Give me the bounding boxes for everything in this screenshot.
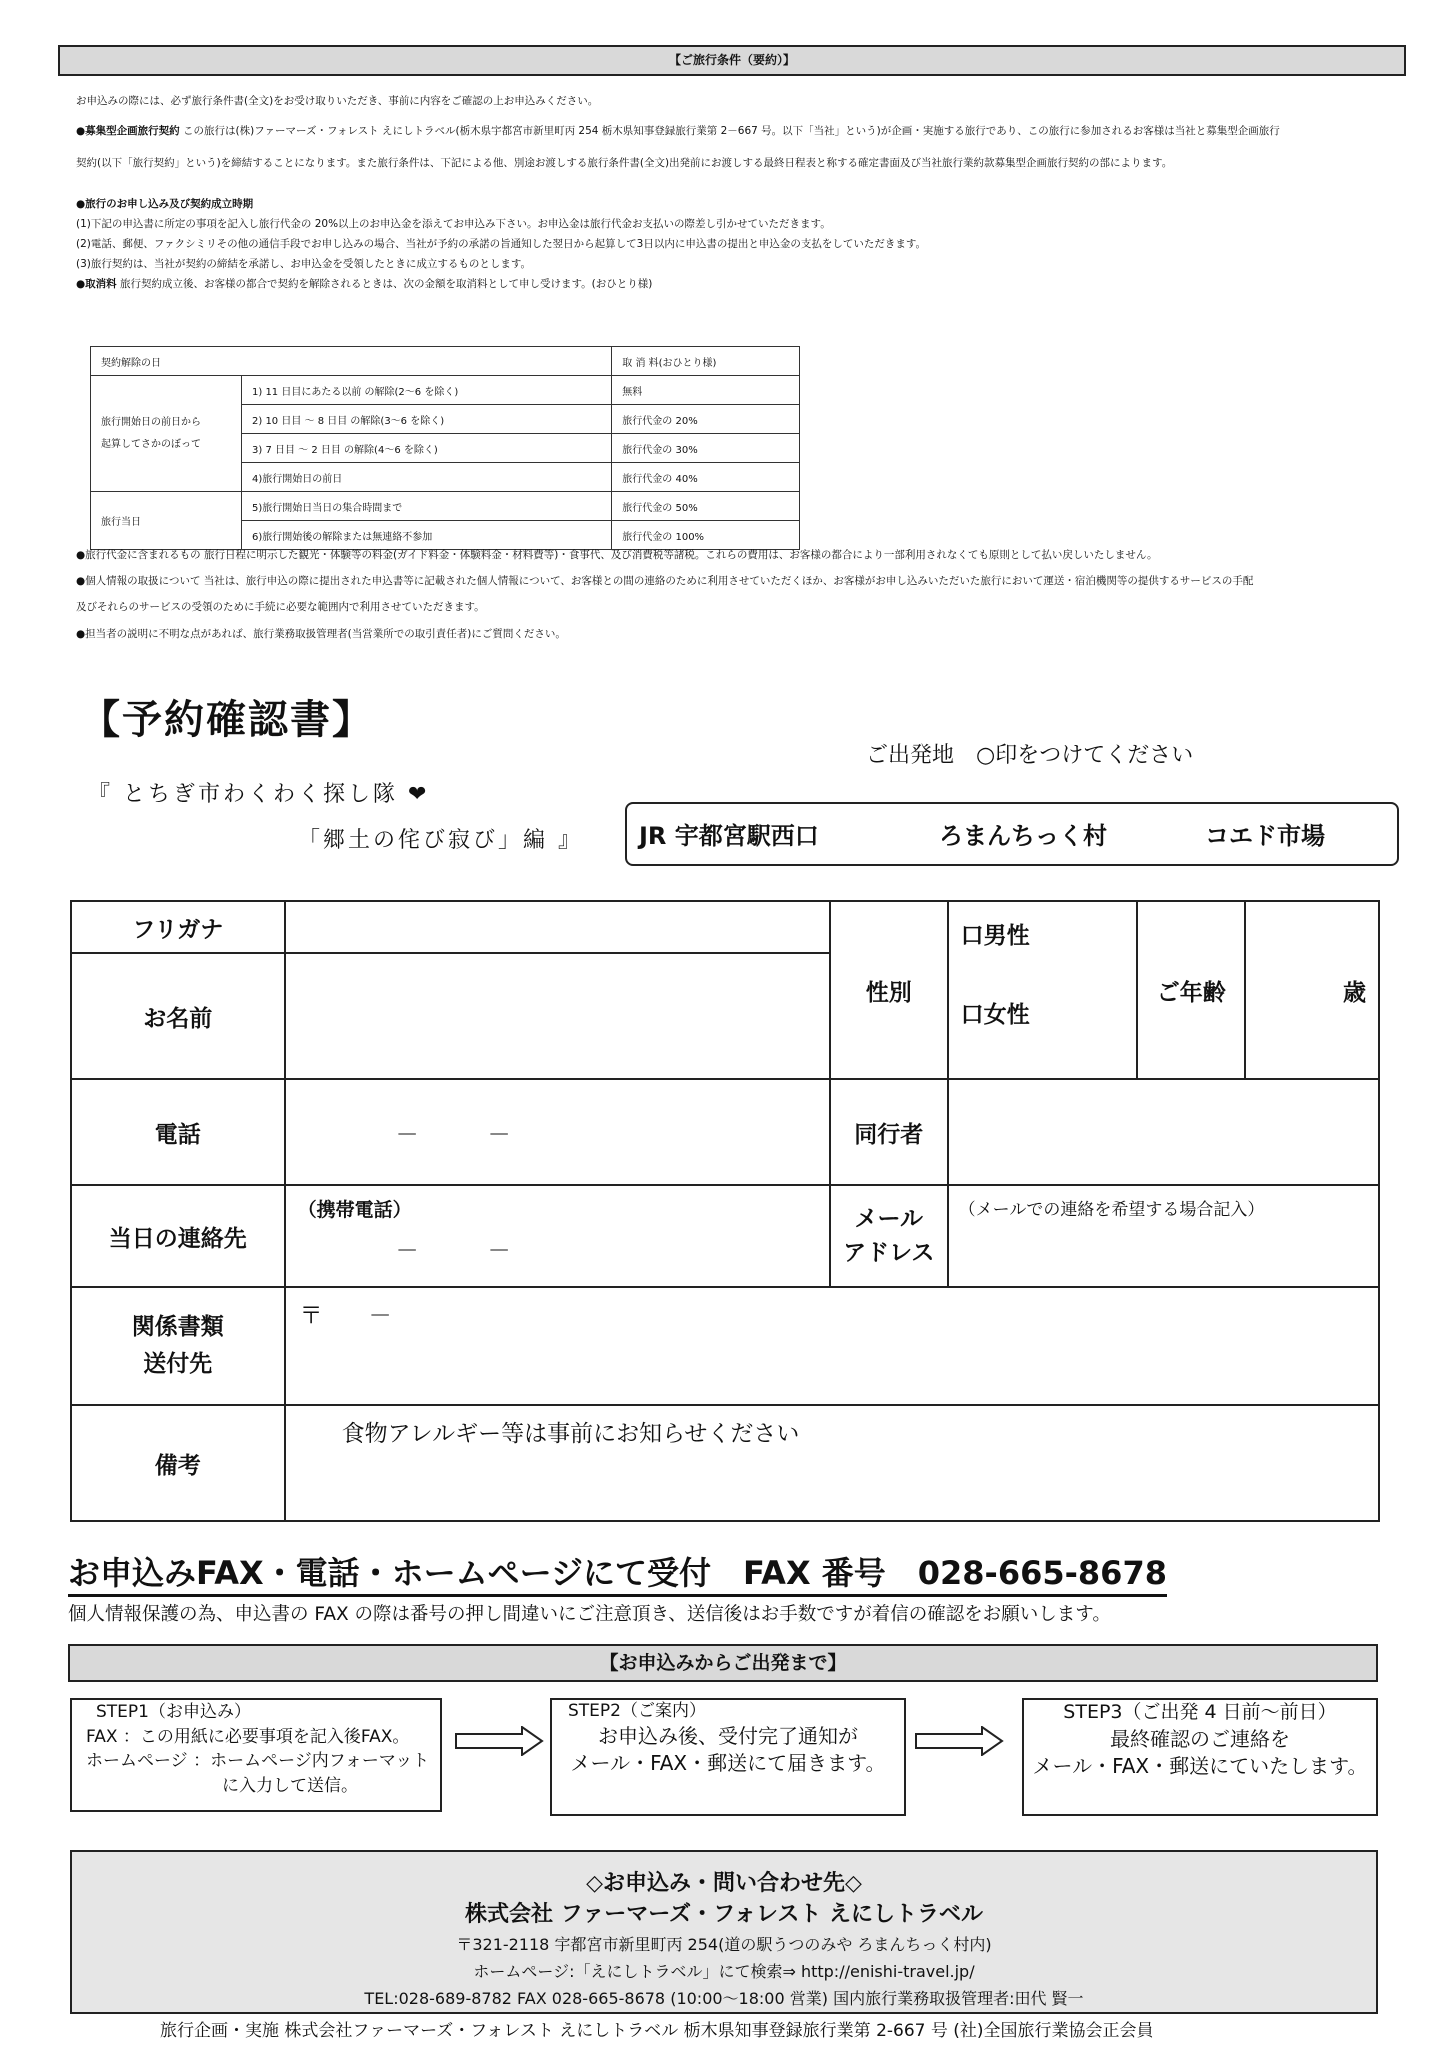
cancel-group-day: 旅行当日 bbox=[91, 492, 242, 550]
step2-title: STEP2（ご案内） bbox=[568, 1701, 706, 1721]
mail-field[interactable] bbox=[948, 1185, 1379, 1287]
application-form bbox=[70, 900, 1380, 1522]
mobile-dashes: － － bbox=[395, 1238, 511, 1264]
phone-field[interactable] bbox=[285, 1079, 830, 1185]
contact-title: ◇お申込み・問い合わせ先◇ bbox=[586, 1871, 862, 1896]
arrow-right-icon bbox=[914, 1726, 1004, 1756]
cancel-fee: 旅行代金の 100% bbox=[612, 521, 800, 550]
conditions-title-band bbox=[58, 45, 1406, 76]
privacy-line2: 及びそれらのサービスの受領のために手続に必要な範囲内で利用させていただきます。 bbox=[76, 601, 485, 614]
step1-line3: に入力して送信。 bbox=[222, 1775, 358, 1796]
step2-line2: メール・FAX・郵送にて届きます。 bbox=[570, 1750, 886, 1775]
contact-row bbox=[71, 1185, 1379, 1287]
tour-title-line2: 「郷土の侘び寂び」編 』 bbox=[298, 828, 583, 853]
age-label: ご年齢 bbox=[1137, 901, 1245, 1079]
cancel-cond: 5)旅行開始日当日の集合時間まで bbox=[242, 492, 612, 521]
steps-title-band bbox=[68, 1644, 1378, 1682]
cancel-group-before bbox=[91, 376, 242, 492]
apply-3: (3)旅行契約は、当社が契約の締結を承諾し、お申込金を受領したときに成立するものとします。 bbox=[76, 258, 532, 271]
step1-line1: FAX ：この用紙に必要事項を記入後FAX。 bbox=[86, 1726, 410, 1747]
cancel-row-1 bbox=[91, 376, 800, 405]
conditions-notes bbox=[76, 548, 1406, 641]
contract-line1: この旅行は(株)ファーマーズ・フォレスト えにしトラベル(栃木県宇都宮市新里町丙 254 栃木県知事登録旅行業第 2－667 号。以下「当社」という)が企画・実施する旅行であり、この旅行に参加されるお客様は当社と募集型企画旅行 bbox=[183, 125, 1280, 138]
cancel-fee: 旅行代金の 50% bbox=[612, 492, 800, 521]
cancel-cond: 4)旅行開始日の前日 bbox=[242, 463, 612, 492]
departure-option-1[interactable]: JR 宇都宮駅西口 bbox=[639, 822, 819, 850]
step1-line2: ホームページ ：ホームページ内フォーマット bbox=[86, 1751, 430, 1772]
cancel-header-row bbox=[91, 347, 800, 376]
remarks-row bbox=[71, 1405, 1379, 1521]
step1-box bbox=[70, 1698, 442, 1812]
phone-label: 電話 bbox=[71, 1079, 285, 1185]
docs-row bbox=[71, 1287, 1379, 1405]
cancel-cond: 3) 7 日目 ～ 2 日目 の解除(4～6 を除く) bbox=[242, 434, 612, 463]
contact-label: 当日の連絡先 bbox=[71, 1185, 285, 1287]
step1-title: STEP1（お申込み） bbox=[96, 1702, 251, 1722]
tour-title-line1: 『 とちぎ市わくわく探し隊 ❤ bbox=[88, 782, 430, 807]
cancellation-table bbox=[90, 346, 800, 550]
cancel-fee: 旅行代金の 20% bbox=[612, 405, 800, 434]
cancel-cond: 1) 11 日目にあたる以前 の解除(2～6 を除く) bbox=[242, 376, 612, 405]
apply-2: (2)電話、郵便、ファクシミリその他の通信手段でお申し込みの場合、当社が予約の承諾の旨通知した翌日から起算して3日以内に申込書の提出と申込金の支払をしていただきます。 bbox=[76, 237, 926, 250]
mobile-note: （携帯電話） bbox=[297, 1199, 412, 1221]
fax-notice: 個人情報保護の為、申込書の FAX の際は番号の押し間違いにご注意頂き、送信後はお手数ですが着信の確認をお願いします。 bbox=[68, 1604, 1111, 1625]
conditions-title: 【ご旅行条件（要約）】 bbox=[668, 53, 795, 67]
contact-company: 株式会社 ファーマーズ・フォレスト えにしトラベル bbox=[464, 1902, 984, 1927]
mail-label bbox=[830, 1185, 948, 1287]
step2-line1: お申込み後、受付完了通知が bbox=[598, 1723, 858, 1748]
remarks-field[interactable] bbox=[285, 1405, 1379, 1521]
privacy-line1: ●個人情報の取扱について 当社は、旅行申込の際に提出された申込書等に記載された個人情報について、お客様との間の連絡のために利用させていただくほか、お客様がお申し込みいただいた旅行において運送・宿泊機関等の提供するサービスの手配 bbox=[76, 575, 1254, 588]
footer-line: 旅行企画・実施 株式会社ファーマーズ・フォレスト えにしトラベル 栃木県知事登録旅行業第 2-667 号 (社)全国旅行業協会正会員 bbox=[160, 2021, 1154, 2041]
cancel-line: 旅行契約成立後、お客様の都合で契約を解除されるときは、次の金額を取消料として申し受けます。(おひとり様) bbox=[120, 278, 653, 291]
age-unit: 歳 bbox=[1343, 979, 1366, 1006]
cancel-group-before-1: 旅行開始日の前日から bbox=[101, 416, 201, 428]
docs-label-1: 関係書類 bbox=[131, 1314, 224, 1341]
confirmation-heading: 【予約確認書】 bbox=[80, 697, 374, 743]
cancel-cond: 6)旅行開始後の解除または無連絡不参加 bbox=[242, 521, 612, 550]
name-label: お名前 bbox=[71, 953, 285, 1079]
furigana-field[interactable] bbox=[285, 901, 830, 953]
gender-options bbox=[948, 901, 1138, 1079]
step2-box bbox=[550, 1698, 906, 1816]
docs-label bbox=[71, 1287, 285, 1405]
staff-note: ●担当者の説明に不明な点があれば、旅行業務取扱管理者(当営業所での取引責任者)にご質問ください。 bbox=[76, 627, 566, 640]
contact-tel: TEL:028-689-8782 FAX 028-665-8678 (10:00～18:00 営業) 国内旅行業務取扱管理者:田代 賢一 bbox=[364, 1989, 1084, 2008]
cancel-fee: 旅行代金の 40% bbox=[612, 463, 800, 492]
departure-label: ご出発地 ○印をつけてください bbox=[866, 743, 1194, 768]
phone-row bbox=[71, 1079, 1379, 1185]
remarks-note: 食物アレルギー等は事前にお知らせください bbox=[341, 1421, 800, 1447]
cancel-row-5 bbox=[91, 492, 800, 521]
contract-line2: 契約(以下「旅行契約」という)を締結することになります。また旅行条件は、下記による他、別途お渡しする旅行条件書(全文)出発前にお渡しする最終日程表と称する確定書面及び当社旅行業約款募集型企画旅行契約の部によります。 bbox=[76, 157, 1173, 170]
departure-option-2[interactable]: ろまんちっく村 bbox=[939, 822, 1107, 850]
gender-male[interactable]: 口男性 bbox=[960, 923, 1030, 949]
postal-mark: 〒 － bbox=[299, 1303, 392, 1329]
cancel-group-before-2: 起算してさかのぼって bbox=[101, 438, 201, 450]
furigana-label: フリガナ bbox=[71, 901, 285, 953]
contact-box bbox=[70, 1850, 1378, 2014]
remarks-label: 備考 bbox=[71, 1405, 285, 1521]
mail-label-2: アドレス bbox=[843, 1240, 935, 1266]
contact-address: 〒321-2118 宇都宮市新里町丙 254(道の駅うつのみや ろまんちっく村内) bbox=[456, 1935, 992, 1954]
step3-line2: メール・FAX・郵送にていたします。 bbox=[1032, 1753, 1368, 1778]
cancel-head: ●取消料 bbox=[76, 278, 117, 291]
conditions-intro: お申込みの際には、必ず旅行条件書(全文)をお受け取りいただき、事前に内容をご確認の上お申込みください。 bbox=[76, 95, 599, 107]
cancel-fee: 無料 bbox=[612, 376, 800, 405]
gender-label: 性別 bbox=[830, 901, 948, 1079]
contact-field[interactable] bbox=[285, 1185, 830, 1287]
age-field[interactable] bbox=[1245, 901, 1379, 1079]
apply-1: (1)下記の申込書に所定の事項を記入し旅行代金の 20%以上のお申込金を添えてお申込み下さい。お申込金は旅行代金お支払いの際差し引かせていただきます。 bbox=[76, 217, 831, 230]
step3-line1: 最終確認のご連絡を bbox=[1110, 1726, 1290, 1751]
steps-title: 【お申込みからご出発まで】 bbox=[599, 1652, 847, 1674]
phone-dashes: － － bbox=[395, 1121, 511, 1148]
name-field[interactable] bbox=[285, 953, 830, 1079]
fax-headline: お申込みFAX・電話・ホームページにて受付 FAX 番号 028-665-8678 bbox=[68, 1548, 1167, 1597]
companion-field[interactable] bbox=[948, 1079, 1379, 1185]
companion-label: 同行者 bbox=[830, 1079, 948, 1185]
apply-head: ●旅行のお申し込み及び契約成立時期 bbox=[76, 197, 254, 210]
cancel-fee: 旅行代金の 30% bbox=[612, 434, 800, 463]
conditions-text bbox=[76, 94, 1406, 297]
contact-web[interactable]: ホームページ:「えにしトラベル」にて検索⇒ http://enishi-travel.jp/ bbox=[473, 1962, 975, 1981]
cancel-para bbox=[76, 277, 1406, 291]
furigana-row bbox=[71, 901, 1379, 953]
cancel-header-fee: 取 消 料(おひとり様) bbox=[612, 347, 800, 376]
docs-field[interactable] bbox=[285, 1287, 1379, 1405]
cancel-header-date: 契約解除の日 bbox=[91, 347, 612, 376]
departure-option-3[interactable]: コエド市場 bbox=[1205, 822, 1325, 850]
contract-head: ●募集型企画旅行契約 bbox=[76, 125, 180, 138]
mail-label-1: メール bbox=[854, 1205, 924, 1232]
step3-title: STEP3（ご出発 4 日前～前日） bbox=[1063, 1701, 1337, 1723]
arrow-right-icon bbox=[454, 1726, 544, 1756]
gender-female[interactable]: 口女性 bbox=[960, 1002, 1030, 1028]
departure-options bbox=[625, 802, 1399, 866]
contract-para1 bbox=[76, 124, 1406, 138]
docs-label-2: 送付先 bbox=[143, 1351, 213, 1377]
mail-note: （メールでの連絡を希望する場合記入） bbox=[958, 1200, 1265, 1220]
included-note: ●旅行代金に含まれるもの 旅行日程に明示した観光・体験等の料金(ガイド料金・体験料金・材料費等)・食事代、及び消費税等諸税。これらの費用は、お客様の都合により一部利用されなくても原則として払い戻しいたしません。 bbox=[76, 549, 1158, 561]
step3-box bbox=[1022, 1698, 1378, 1816]
cancel-cond: 2) 10 日目 ～ 8 日目 の解除(3～6 を除く) bbox=[242, 405, 612, 434]
